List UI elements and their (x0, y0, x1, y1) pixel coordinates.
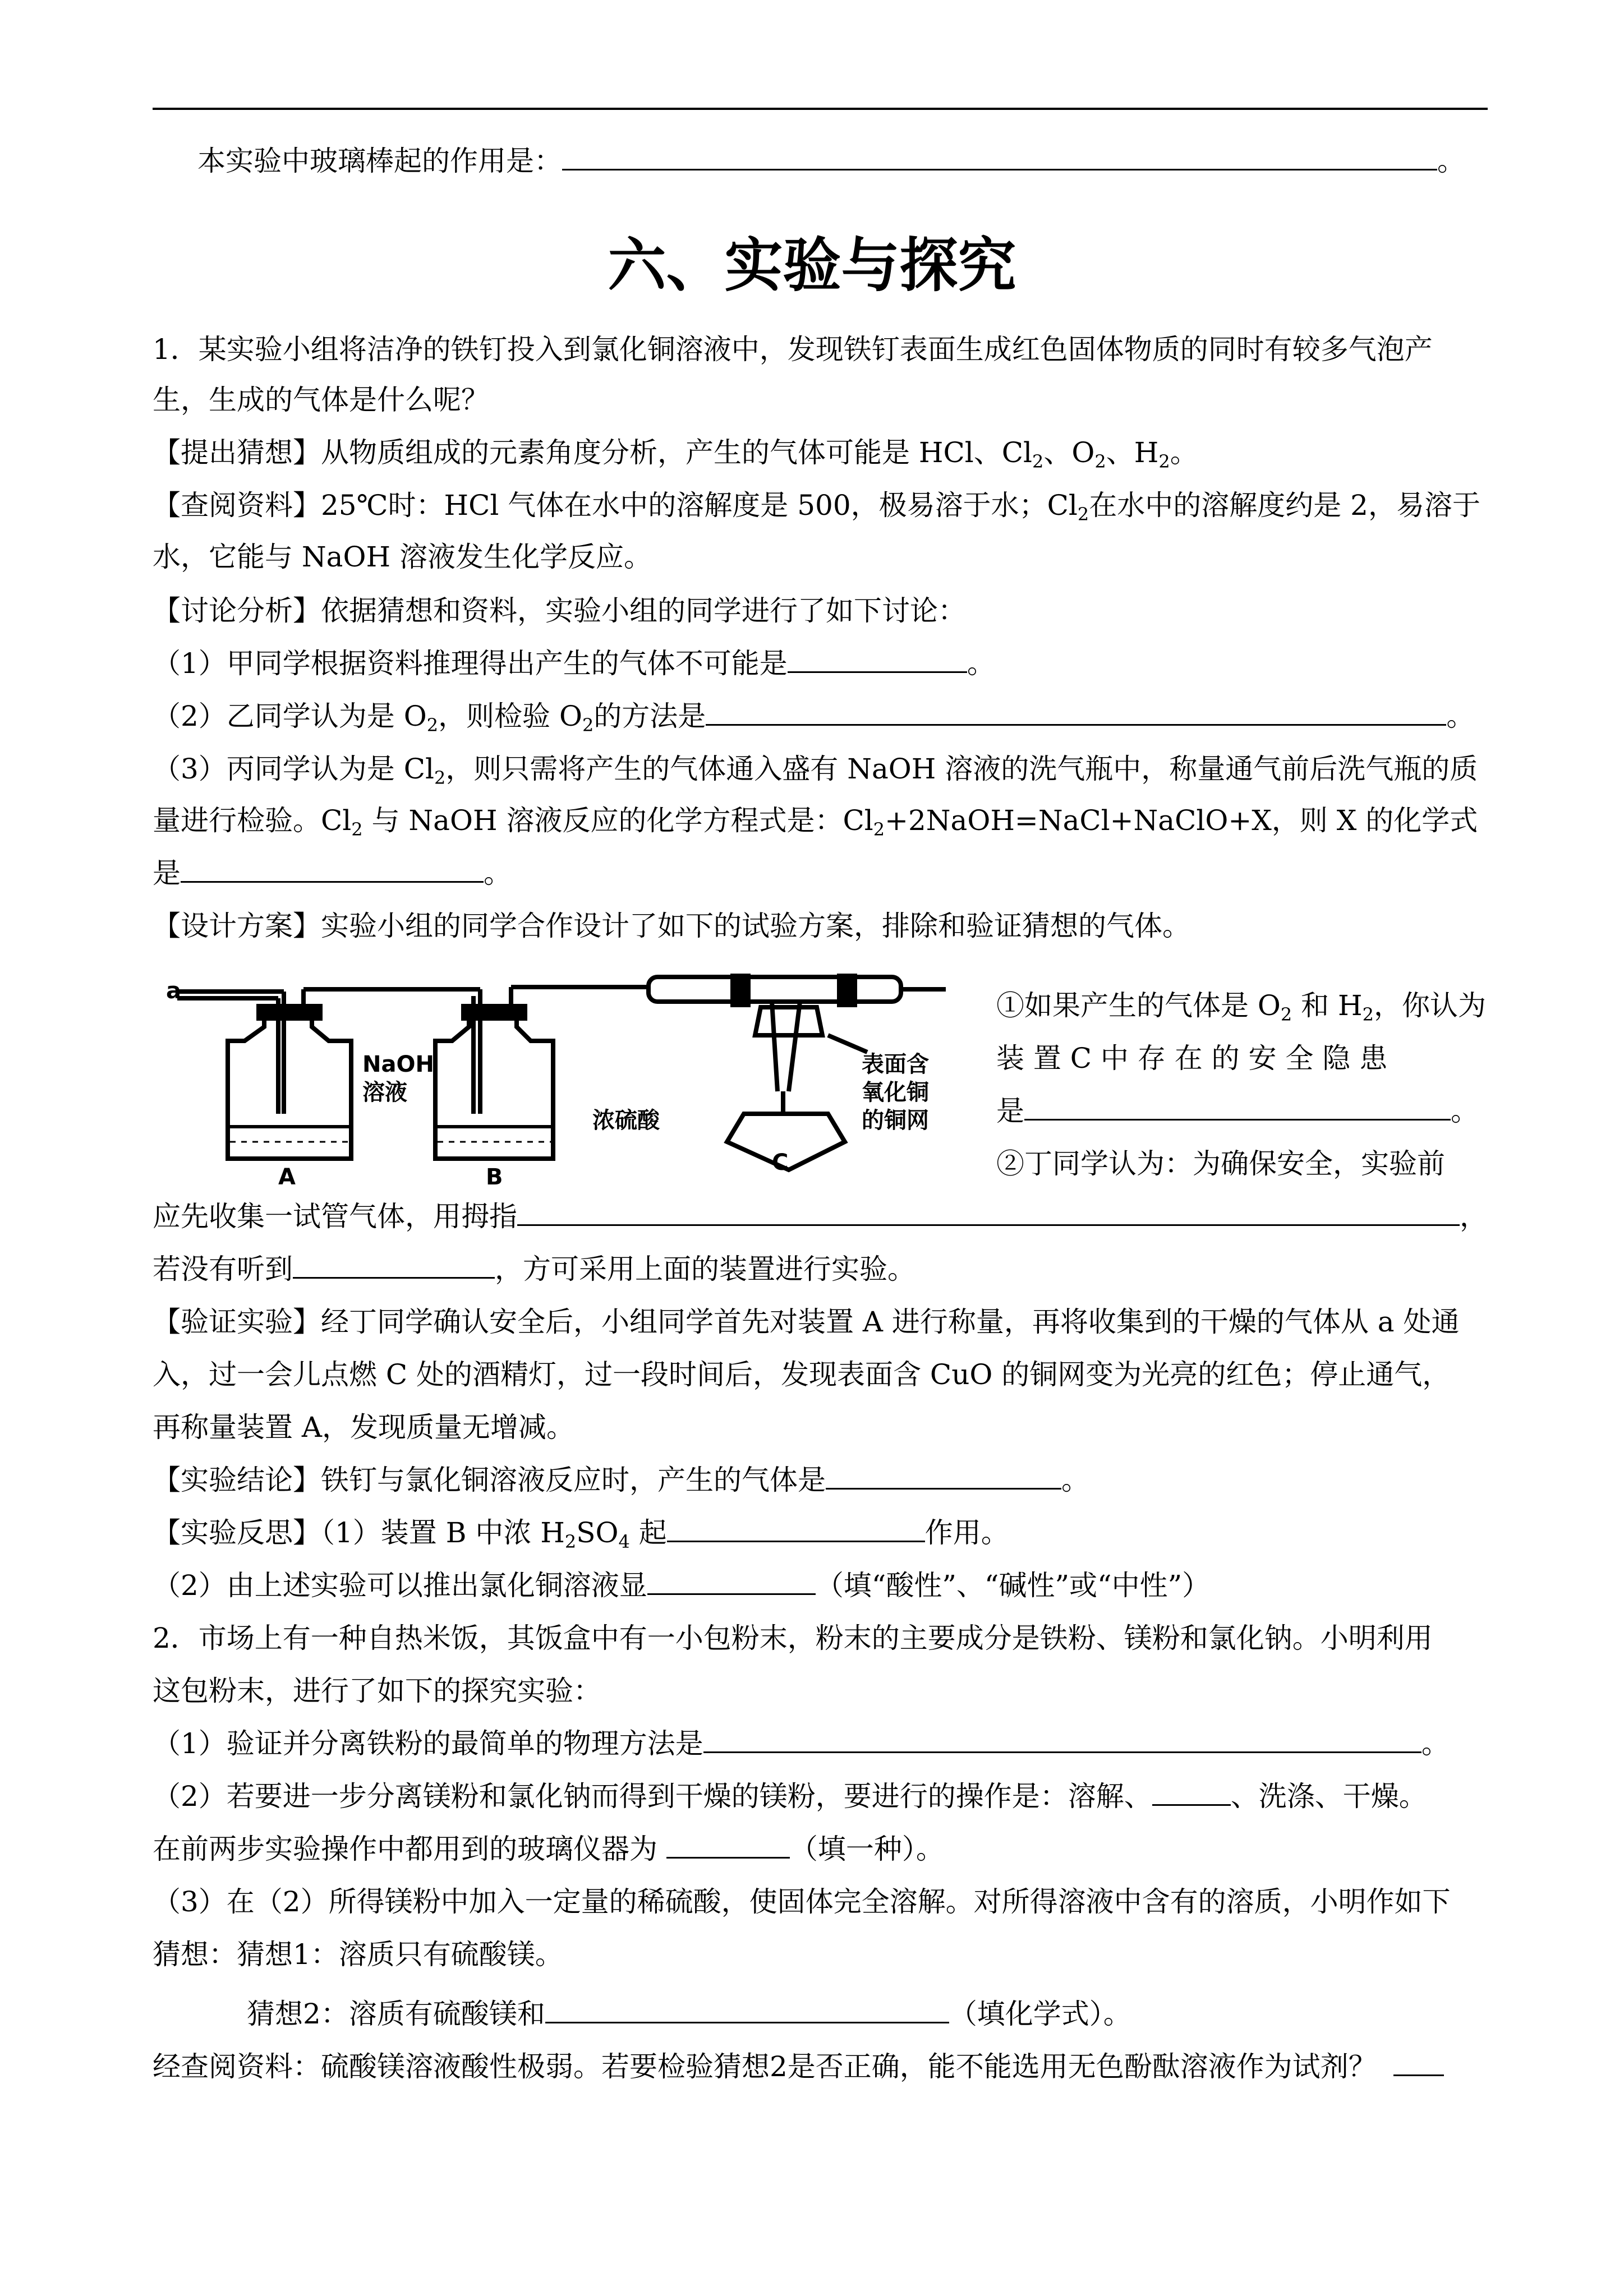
answer-blank[interactable] (1024, 1094, 1451, 1121)
q1-part-2: （2）乙同学认为是 $O_2$，则检验 $O_2$的方法是 。 (153, 700, 1475, 736)
q2-part-3-line-1: （3）在（2）所得镁粉中加入一定量的稀硫酸，使固体完全溶解。对所得溶液中含有的溶质，小明作如下 (153, 1885, 1451, 1918)
answer-blank[interactable] (788, 647, 967, 673)
answer-blank[interactable] (181, 856, 484, 883)
q1-part-3-line-1: （3）丙同学认为是 $Cl_2$，则只需将产生的气体通入盛有 NaOH 溶液的洗气瓶中，称量通气前后洗气瓶的质 (153, 753, 1478, 789)
answer-blank[interactable] (562, 144, 1437, 170)
q1-part-3-line-2: 量进行检验。$Cl_2$ 与 NaOH 溶液反应的化学方程式是：$Cl_2+2NaOH=NaCl+NaClO+X$，则 X 的化学式 (153, 804, 1478, 840)
answer-blank[interactable] (703, 1727, 1421, 1753)
answer-blank[interactable] (706, 699, 1446, 726)
q1-design: 【设计方案】实验小组的同学合作设计了如下的试验方案，排除和验证猜想的气体。 (153, 910, 1190, 942)
q1-safety-line-4: ②丁同学认为：为确保安全，实验前 (996, 1147, 1445, 1180)
apparatus-diagram (166, 974, 985, 1187)
figure-label-a: A (278, 1164, 296, 1187)
answer-blank[interactable] (293, 1252, 495, 1279)
q1-verify-line-1: 【验证实验】经丁同学确认安全后，小组同学首先对装置 A 进行称量，再将收集到的干燥的气体从 a 处通 (153, 1306, 1460, 1338)
figure-label-naoh: NaOH (362, 1052, 434, 1077)
answer-blank[interactable] (666, 1832, 790, 1859)
figure-label-naoh-solution: 溶液 (362, 1080, 407, 1105)
q1-conclusion: 【实验结论】铁钉与氯化铜溶液反应时，产生的气体是 。 (153, 1464, 1089, 1496)
glass-rod-question: 本实验中玻璃棒起的作用是： 。 (197, 145, 1465, 177)
q1-intro-line-2: 生，生成的气体是什么呢？ (153, 384, 489, 416)
q2-part-3-line-2: 猜想：猜想1：溶质只有硫酸镁。 (153, 1938, 563, 1971)
figure-label-c: C (772, 1150, 789, 1175)
q2-part-2-line-1: （2）若要进一步分离镁粉和氯化钠而得到干燥的镁粉，要进行的操作是：溶解、 、洗涤、干燥。 (153, 1780, 1427, 1813)
figure-label-acid: 浓硫酸 (592, 1108, 660, 1133)
section-title: 六、实验与探究 (608, 231, 1016, 299)
q2-intro-line-1: 2．市场上有一种自热米饭，其饭盒中有一小包粉末，粉末的主要成分是铁粉、镁粉和氯化钠。小明利用 (153, 1622, 1433, 1654)
q1-verify-line-3: 再称量装置 A，发现质量无增减。 (153, 1411, 575, 1444)
answer-blank[interactable] (545, 1997, 949, 2023)
q1-test-line-1: 应先收集一试管气体，用拇指 ， (153, 1200, 1488, 1233)
q1-data-line-2: 水，它能与 NaOH 溶液发生化学反应。 (153, 541, 652, 573)
q1-part-1: （1）甲同学根据资料推理得出产生的气体不可能是 。 (153, 647, 995, 680)
q1-safety-line-2: 装 置 C 中 存 在 的 安 全 隐 患 (996, 1042, 1388, 1075)
q2-part-3-line-3: 猜想2：溶质有硫酸镁和 （填化学式）。 (247, 1998, 1131, 2030)
q1-safety-line-1: ①如果产生的气体是 $O_2$ 和 $H_2$，你认为 (996, 989, 1486, 1025)
figure-label-inlet: a (166, 978, 181, 1004)
figure-label-b: B (486, 1164, 503, 1187)
figure-label-copper-1: 表面含 (862, 1052, 929, 1077)
q2-part-4: 经查阅资料：硫酸镁溶液酸性极弱。若要检验猜想2是否正确，能不能选用无色酚酞溶液作为试剂？ (153, 2049, 1444, 2084)
figure-label-copper-2: 氧化铜 (862, 1080, 929, 1105)
q2-part-2-line-2: 在前两步实验操作中都用到的玻璃仪器为 （填一种）。 (153, 1833, 944, 1865)
q2-part-1: （1）验证并分离铁粉的最简单的物理方法是 。 (153, 1727, 1450, 1760)
q1-data-line-1: 【查阅资料】25℃时：HCl 气体在水中的溶解度是 500，极易溶于水；$Cl_2$在水中的溶解度约是 2，易溶于 (153, 489, 1480, 525)
q2-intro-line-2: 这包粉末，进行了如下的探究实验： (153, 1675, 601, 1707)
answer-blank[interactable] (1393, 2050, 1444, 2076)
answer-blank[interactable] (667, 1516, 925, 1542)
q1-reflection-2: （2）由上述实验可以推出氯化铜溶液显 （填“酸性”、“碱性”或“中性”） (153, 1569, 1211, 1602)
q1-safety-line-3: 是 。 (996, 1095, 1479, 1127)
q1-part-3-line-3: 是 。 (153, 857, 512, 889)
q1-intro-line-1: 1．某实验小组将洁净的铁钉投入到氯化铜溶液中，发现铁钉表面生成红色固体物质的同时有较多气泡产 (153, 333, 1433, 366)
header-rule (153, 108, 1488, 110)
answer-blank[interactable] (647, 1569, 816, 1595)
answer-blank[interactable] (517, 1200, 1460, 1226)
q1-hypothesis: 【提出猜想】从物质组成的元素角度分析，产生的气体可能是 HCl、$Cl_2$、$O_2$、$H_2$。 (153, 436, 1198, 472)
q1-verify-line-2: 入，过一会儿点燃 C 处的酒精灯，过一段时间后，发现表面含 CuO 的铜网变为光亮的红色；停止通气， (153, 1358, 1451, 1391)
q1-discussion: 【讨论分析】依据猜想和资料，实验小组的同学进行了如下讨论： (153, 594, 966, 627)
q1-test-line-2: 若没有听到 ，方可采用上面的装置进行实验。 (153, 1253, 915, 1285)
answer-blank[interactable] (826, 1463, 1061, 1490)
figure-label-copper-3: 的铜网 (862, 1108, 929, 1133)
q1-reflection-1: 【实验反思】（1）装置 B 中浓 $H_2SO_4$ 起 作用。 (153, 1516, 1009, 1552)
answer-blank[interactable] (1152, 1779, 1231, 1806)
